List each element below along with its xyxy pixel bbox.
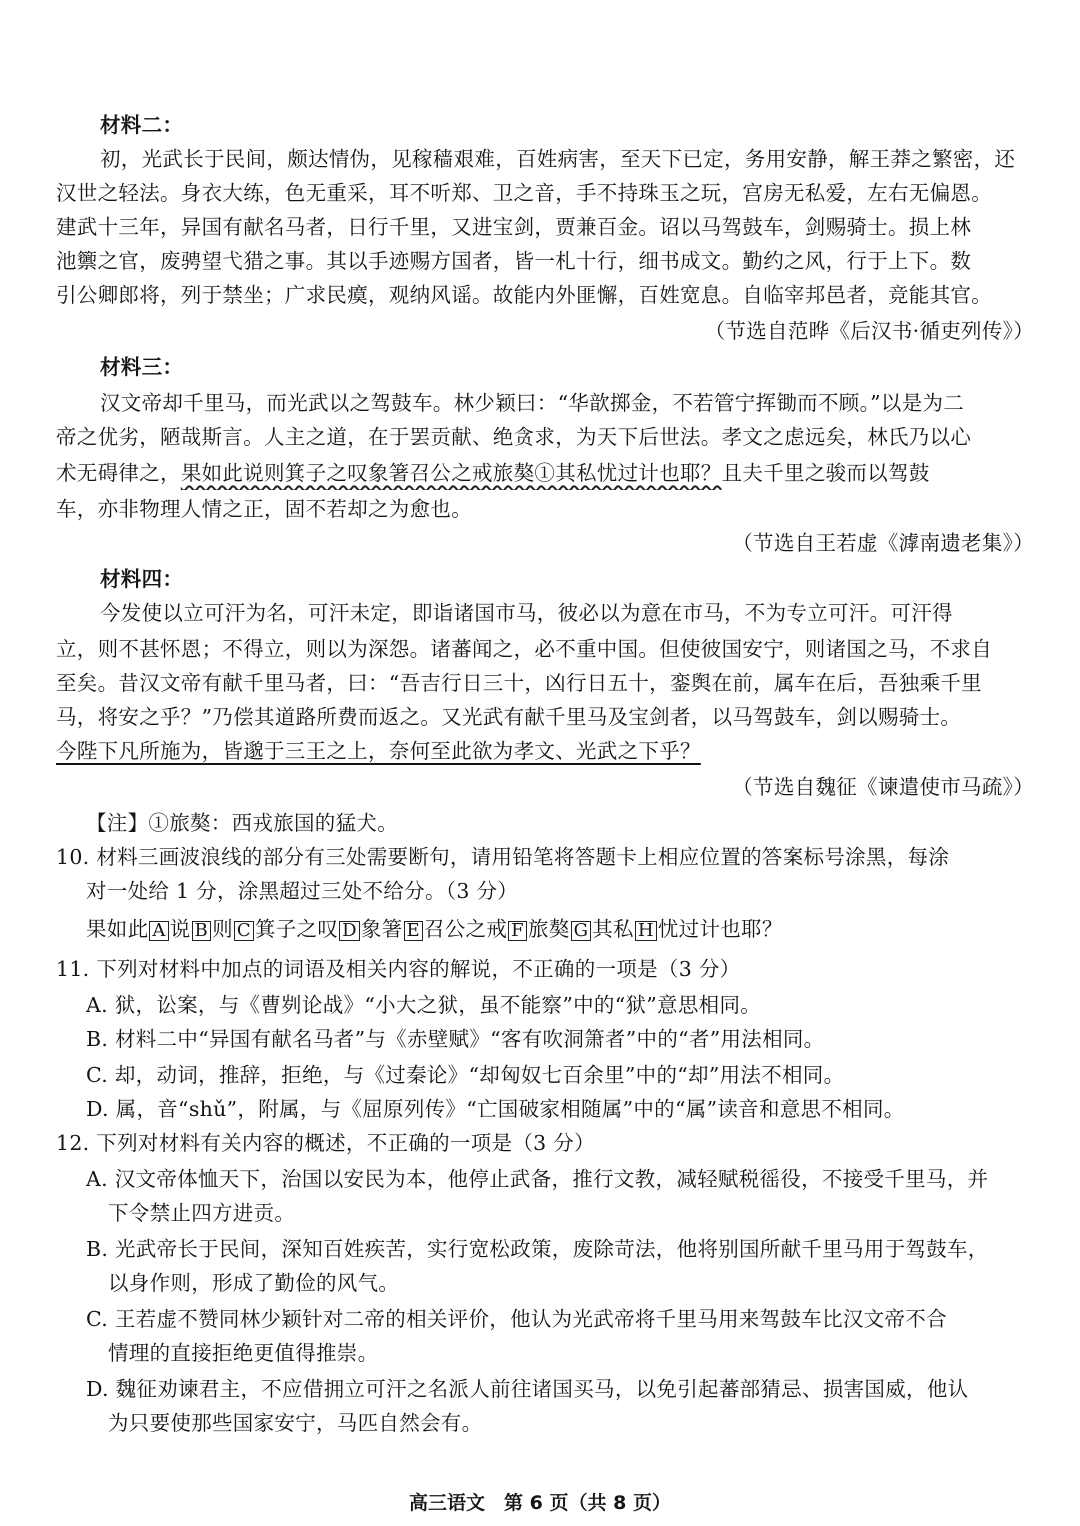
segment: 召公之戒: [423, 917, 508, 941]
material2-line: 汉世之轻法。身衣大练，色无重采，耳不听郑、卫之音，手不持珠玉之玩，宫房无私爱，左右无偏恩。: [56, 181, 992, 205]
material2-heading: 材料二：: [100, 113, 184, 137]
material4-heading: 材料四：: [100, 567, 184, 591]
segment: 旅獒: [527, 917, 570, 941]
q11-stem: 11. 下列对材料中加点的词语及相关内容的解说，不正确的一项是（3 分）: [56, 957, 741, 981]
break-mark-G[interactable]: G: [571, 921, 592, 941]
q10-stem-cont: 对一处给 1 分，涂黑超过三处不给分。（3 分）: [86, 879, 519, 903]
material3-line: 帝之优劣，陋哉斯言。人主之道，在于罢贡献、绝贪求，为天下后世法。孝文之虑远矣，林氏乃以心: [56, 425, 972, 449]
segment: 箕子之叹: [254, 917, 339, 941]
material3-heading: 材料三：: [100, 355, 184, 379]
material4-source: （节选自魏征《谏遣使市马疏》）: [732, 775, 1034, 799]
break-mark-A[interactable]: A: [149, 921, 168, 941]
q10-break-options: [86, 912, 1064, 946]
q11-option-c[interactable]: C. 却，动词，推辞，拒绝，与《过秦论》“却匈奴七百余里”中的“却”用法不相同。: [86, 1063, 845, 1087]
material2-line: 引公卿郎将，列于禁坐；广求民瘼，观纳风谣。故能内外匪懈，百姓宽息。自临宰邦邑者，竞能其官。: [56, 283, 992, 307]
footnote: 【注】①旅獒：西戎旅国的猛犬。: [86, 811, 398, 835]
q12-option-c[interactable]: C. 王若虚不赞同林少颖针对二帝的相关评价，他认为光武帝将千里马用来驾鼓车比汉文帝不合: [86, 1307, 947, 1331]
material3-line: [56, 456, 1034, 490]
material3-source: （节选自王若虚《滹南遗老集》）: [732, 531, 1034, 555]
material4-underlined-line: [56, 734, 1034, 768]
q11-option-a[interactable]: A. 狱，讼案，与《曹刿论战》“小大之狱，虽不能察”中的“狱”意思相同。: [86, 993, 762, 1017]
q11-option-b[interactable]: B. 材料二中“异国有献名马者”与《赤壁赋》“客有吹洞箫者”中的“者”用法相同。: [86, 1027, 825, 1051]
material3-line: 汉文帝却千里马，而光武以之驾鼓车。林少颖曰：“华歆掷金，不若管宁挥锄而不顾。”以是为二: [100, 391, 965, 415]
q12-stem: 12. 下列对材料有关内容的概述，不正确的一项是（3 分）: [56, 1131, 595, 1155]
q10-stem: 10. 材料三画波浪线的部分有三处需要断句，请用铅笔将答题卡上相应位置的答案标号涂黑，每涂: [56, 845, 950, 869]
segment: 其私: [592, 917, 634, 941]
material2-line: 初，光武长于民间，颇达情伪，见稼穑艰难，百姓病害，至天下已定，务用安静，解王莽之繁密，还: [100, 147, 1016, 171]
wavy-underlined-passage: 果如此说则箕子之叹象箸召公之戒旅獒①其私忧过计也耶？: [180, 461, 722, 485]
material3-line3-pre: 术无碍律之，: [56, 461, 181, 485]
material3-line: 车，亦非物理人情之正，固不若却之为愈也。: [56, 497, 472, 521]
break-mark-H[interactable]: H: [635, 921, 657, 941]
segment: 果如此: [86, 917, 149, 941]
material4-line: 至矣。昔汉文帝有献千里马者，曰：“吾吉行日三十，凶行日五十，銮舆在前，属车在后，吾独乘千里: [56, 671, 982, 695]
break-mark-E[interactable]: E: [404, 921, 423, 941]
material4-line: 今发使以立可汗为名，可汗未定，即诣诸国市马，彼必以为意在市马，不为专立可汗。可汗得: [100, 601, 953, 625]
segment: 则: [212, 917, 233, 941]
material4-line: 马，将安之乎？”乃偿其道路所费而返之。又光武有献千里马及宝剑者，以马驾鼓车，剑以赐骑士。: [56, 705, 962, 729]
q12-option-b[interactable]: B. 光武帝长于民间，深知百姓疾苦，实行宽松政策，废除苛法，他将别国所献千里马用于驾鼓车，: [86, 1237, 989, 1261]
material3-line3-post: 且夫千里之骏而以驾鼓: [721, 461, 930, 485]
q12-option-a[interactable]: A. 汉文帝体恤天下，治国以安民为本，他停止武备，推行文教，减轻赋税徭役，不接受千里马，并: [86, 1167, 989, 1191]
q12-option-c-cont: 情理的直接拒绝更值得推崇。: [108, 1341, 379, 1365]
segment: 象箸: [360, 917, 403, 941]
material2-line: 建武十三年，异国有献名马者，日行千里，又进宝剑，贾兼百金。诏以马驾鼓车，剑赐骑士。损上林: [56, 215, 972, 239]
q12-option-a-cont: 下令禁止四方进贡。: [108, 1201, 296, 1225]
page-footer: 高三语文 第 6 页（共 8 页）: [409, 1492, 671, 1514]
q12-option-b-cont: 以身作则，形成了勤俭的风气。: [108, 1271, 400, 1295]
segment: 忧过计也耶？: [657, 917, 783, 941]
break-mark-F[interactable]: F: [508, 921, 527, 941]
material2-source: （节选自范晔《后汉书·循吏列传》）: [704, 319, 1034, 343]
underlined-sentence: 今陛下凡所施为，皆邈于三王之上，奈何至此欲为孝文、光武之下乎？: [56, 739, 701, 763]
material4-line: 立，则不甚怀恩；不得立，则以为深怨。诸蕃闻之，必不重中国。但使彼国安宁，则诸国之马，不求自: [56, 637, 992, 661]
q11-option-d[interactable]: D. 属，音“shǔ”，附属，与《屈原列传》“亡国破家相随属”中的“属”读音和意思不相同。: [86, 1097, 905, 1121]
break-mark-B[interactable]: B: [192, 921, 212, 941]
material2-line: 池籞之官，废骋望弋猎之事。其以手迹赐方国者，皆一札十行，细书成文。勤约之风，行于上下。数: [56, 249, 972, 273]
break-mark-C[interactable]: C: [234, 921, 254, 941]
segment: 说: [169, 917, 191, 941]
break-mark-D[interactable]: D: [339, 921, 360, 941]
q12-option-d[interactable]: D. 魏征劝谏君主，不应借拥立可汗之名派人前往诸国买马，以免引起蕃部猜忌、损害国威，他认: [86, 1377, 969, 1401]
q12-option-d-cont: 为只要使那些国家安宁，马匹自然会有。: [108, 1411, 483, 1435]
